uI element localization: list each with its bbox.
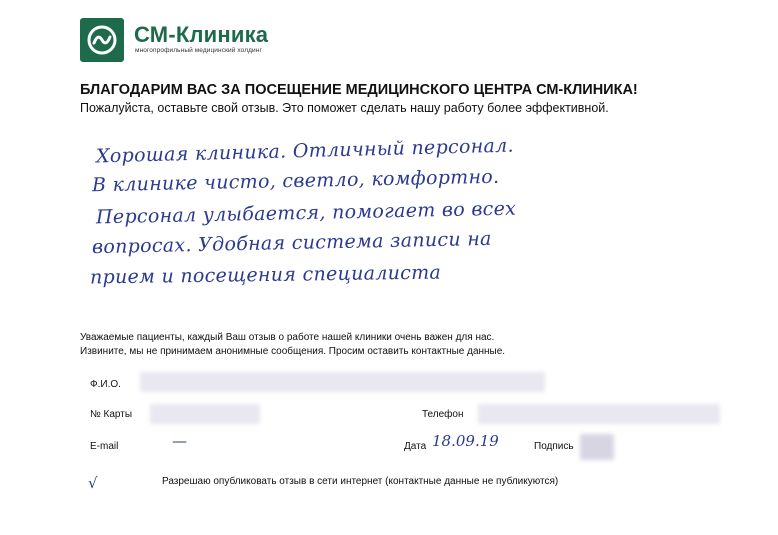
clinic-logo-icon xyxy=(80,18,124,62)
review-line: Хорошая клиника. Отличный персонал. xyxy=(95,134,515,168)
brand-name: СМ-Клиника xyxy=(134,22,269,47)
phone-redacted xyxy=(478,404,720,424)
review-line: вопросах. Удобная система записи на xyxy=(91,227,492,259)
page-subtitle: Пожалуйста, оставьте свой отзыв. Это поможет сделать нашу работу более эффективной. xyxy=(80,101,609,115)
notice-line: Извините, мы не принимаем анонимные сообщения. Просим оставить контактные данные. xyxy=(80,346,506,357)
date-label: Дата xyxy=(404,441,427,452)
signature-label: Подпись xyxy=(534,441,574,452)
card-redacted xyxy=(150,404,260,424)
name-label: Ф.И.О. xyxy=(90,379,121,390)
consent-text: Разрешаю опубликовать отзыв в сети интернет (контактные данные не публикуются) xyxy=(162,476,559,487)
signature-redacted xyxy=(580,434,614,460)
consent-checkmark-icon: √ xyxy=(88,474,98,492)
review-line: прием и посещения специалиста xyxy=(89,261,442,289)
email-label: E-mail xyxy=(90,441,119,452)
brand-tagline: многопрофильный медицинский холдинг xyxy=(135,47,262,54)
phone-label: Телефон xyxy=(422,409,464,420)
review-line: Персонал улыбается, помогает во всех xyxy=(95,197,517,229)
logo-mark-icon xyxy=(85,23,119,57)
date-value: 18.09.19 xyxy=(432,432,499,450)
email-value: — xyxy=(172,432,187,450)
card-label: № Карты xyxy=(90,409,133,420)
name-redacted xyxy=(140,372,545,392)
notice-line: Уважаемые пациенты, каждый Ваш отзыв о работе нашей клиники очень важен для нас. xyxy=(80,332,495,343)
review-line: В клинике чисто, светло, комфортно. xyxy=(91,165,500,197)
page-title: БЛАГОДАРИМ ВАС ЗА ПОСЕЩЕНИЕ МЕДИЦИНСКОГО ЦЕНТРА СМ-КЛИНИКА! xyxy=(80,82,638,98)
